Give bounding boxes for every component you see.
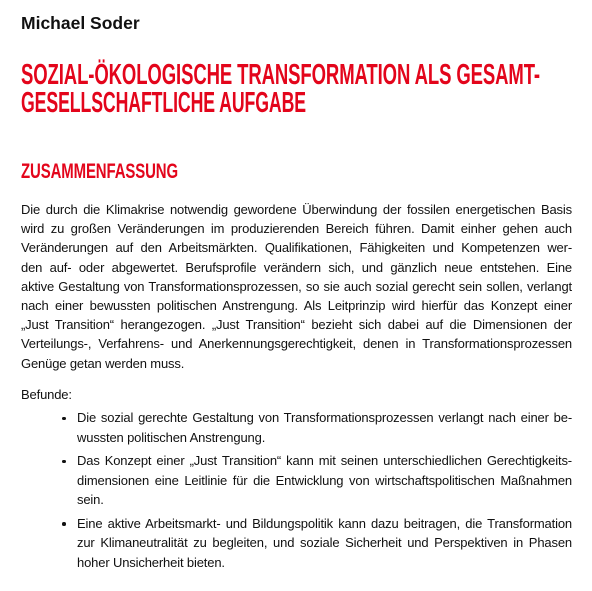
summary-line: Veränderungen auf den Arbeitsmärkten. Qualifikationen, Fähigkeiten und Kompetenzen wer- — [21, 240, 572, 256]
finding-line: Eine aktive Arbeitsmarkt- und Bildungspolitik kann dazu beitragen, die Transformation — [77, 515, 572, 531]
title-line: GESELLSCHAFTLICHE AUFGABE — [21, 87, 306, 119]
document-title — [21, 50, 561, 120]
finding-item — [0, 514, 572, 573]
summary-line: den auf- oder abgewertet. Berufsprofile verändern sich, und gänzlich neue entstehen. Eine — [21, 259, 572, 275]
findings-list — [0, 408, 592, 576]
title-line: SOZIAL-ÖKOLOGISCHE TRANSFORMATION ALS GESAMT- — [21, 59, 540, 91]
bullet-dot — [62, 417, 66, 421]
finding-line: sein. — [77, 492, 104, 507]
finding-item — [0, 451, 572, 510]
summary-line: wird zu großen Veränderungen im produzierenden Bereich führen. Damit einher gehen auch — [21, 221, 572, 237]
summary-line: Genüge getan werden muss. — [21, 355, 185, 371]
finding-line: zur Klimaneutralität zu begleiten, und soziale Sicherheit und Perspektiven in Phasen — [77, 535, 572, 550]
summary-line: Die durch die Klimakrise notwendig gewordene Überwindung der fossilen energetischen Basis — [21, 202, 572, 217]
summary-heading — [21, 152, 191, 184]
findings-label: Befunde: — [21, 387, 72, 402]
finding-line: Das Konzept einer „Just Transition“ kann mit seinen unterschiedlichen Gerechtigkeits- — [77, 453, 572, 468]
summary-paragraph — [21, 200, 572, 373]
finding-item — [0, 408, 572, 447]
summary-line: nach einer bewussten politischen Anstrengung. Als Leitprinzip wird hierfür das Konzept einer — [21, 297, 572, 313]
summary-line: Verteilungs-, Verfahrens- und Anerkennungsgerechtigkeit, denen in Transformationsprozessen — [21, 336, 572, 352]
bullet-dot — [62, 460, 66, 464]
bullet-dot — [62, 522, 66, 526]
finding-line: dimensionen eine Leitlinie für die Entwicklung von wirtschaftspolitischen Maßnahmen — [77, 472, 572, 488]
finding-line: Die sozial gerechte Gestaltung von Transformationsprozessen verlangt nach einer be- — [77, 410, 572, 425]
summary-line: aktive Gestaltung von Transformationsprozessen, so sie auch sozial gerecht sein sollen, verlangt — [21, 278, 572, 294]
finding-line: hoher Unsicherheit bieten. — [77, 554, 225, 570]
summary-heading-text: ZUSAMMENFASSUNG — [21, 160, 178, 183]
finding-line: wussten politischen Anstrengung. — [77, 429, 266, 445]
summary-line: „Just Transition“ herangezogen. „Just Transition“ bezieht sich dabei auf die Dimensionen der — [21, 317, 572, 333]
author-name: Michael Soder — [21, 13, 140, 33]
